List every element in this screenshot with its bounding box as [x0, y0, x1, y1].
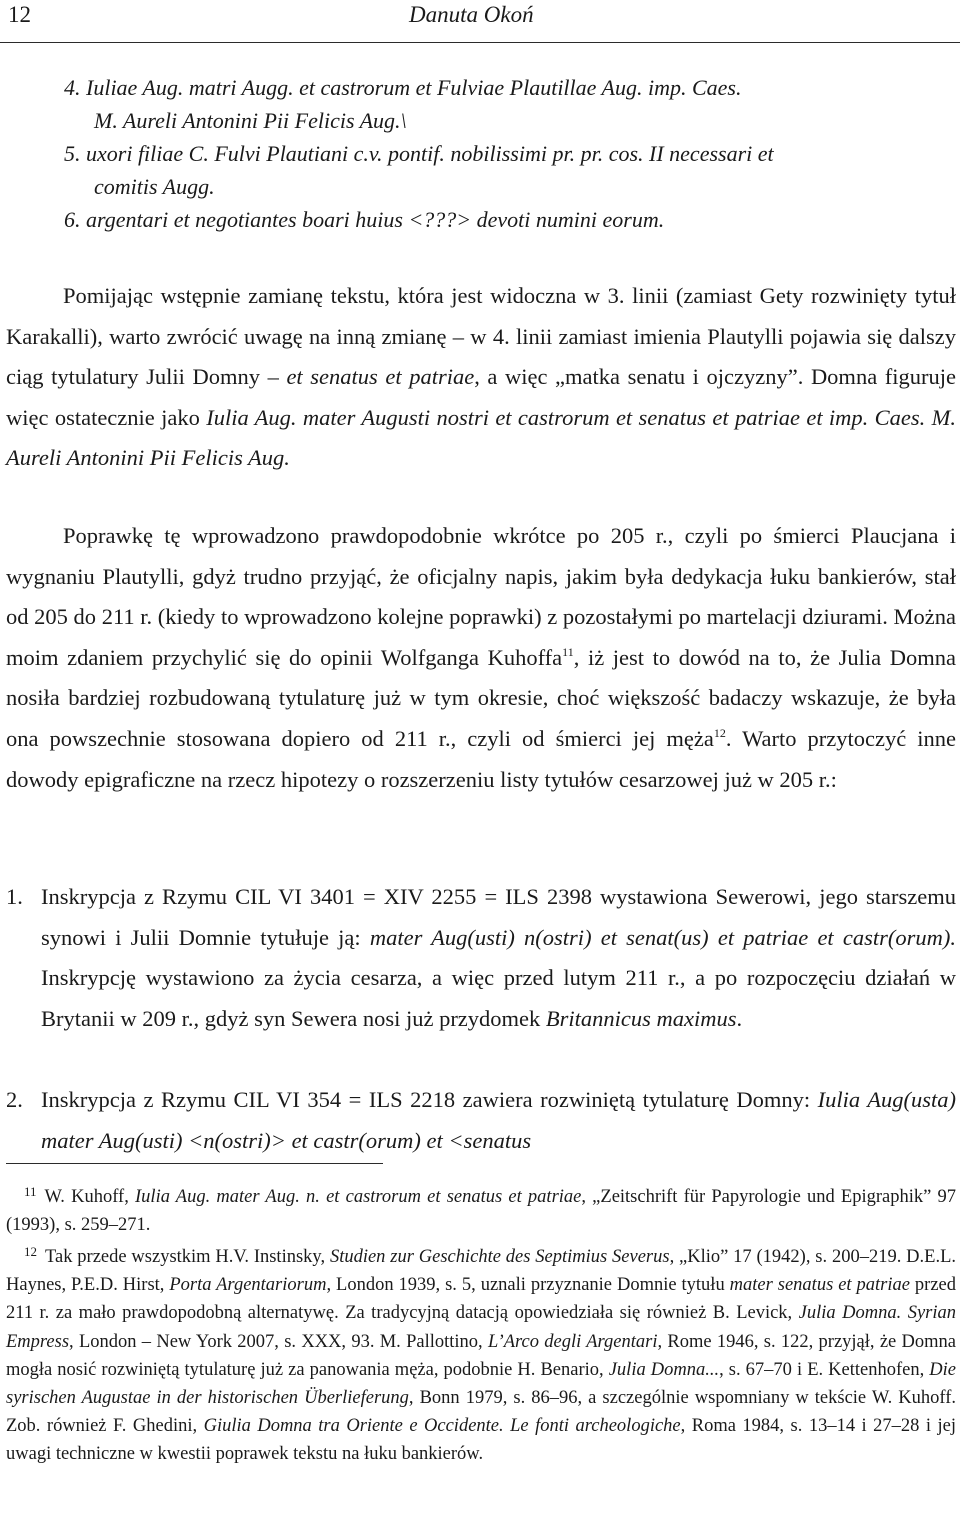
italic-text: Iulia Aug(usta) mater Aug(usti) <n(ostri)> et castr(orum) et <senatus	[41, 1087, 956, 1153]
italic-text: et senatus et patriae	[286, 364, 475, 390]
page-number: 12	[8, 2, 31, 27]
italic-text: Die syrischen Augustae in der historischen Überlieferung	[6, 1359, 957, 1409]
list-number: 1.	[6, 884, 23, 909]
footnote	[6, 1183, 956, 1239]
text: . Warto przytoczyć inne dowody epigraficzne na rzecz hipotezy o rozszerzeniu listy tytułów cesarzowej już w 205 r.:	[6, 725, 957, 792]
footnote-number: 12	[24, 1244, 37, 1259]
list-item	[6, 877, 956, 1039]
inscription-line: 4. Iuliae Aug. matri Augg. et castrorum et Fulviae Plautillae Aug. imp. Caes.	[64, 75, 742, 100]
inscription-line: M. Aureli Antonini Pii Felicis Aug.\	[94, 108, 407, 133]
text: Poprawkę tę wprowadzono prawdopodobnie wkrótce po 205 r., czyli po śmierci Plaucjana i wygnaniu Plautylli, gdyż trudno przyjąć, że oficjalny napis, jakim była dedykacja łuku bankierów, stał od 205 do 211 r. (kiedy to wprowadzono kolejne poprawki) z pozostałymi po martelacji dziurami. Można moim zdaniem przychylić się do opinii Wolfganga Kuhoffa	[6, 523, 956, 670]
inscription-line: 5. uxori filiae C. Fulvi Plautiani c.v. pontif. nobilissimi pr. pr. cos. II necessari et	[64, 141, 774, 166]
footnote-ref: 11	[562, 644, 574, 659]
text: , a więc „matka senatu i ojczyzny”. Domna figuruje więc ostatecznie jako	[6, 364, 956, 430]
text: .	[736, 1005, 743, 1031]
text: W. Kuhoff,	[44, 1187, 136, 1207]
italic-text: Britannicus maximus	[545, 1005, 737, 1031]
footnote-ref: 12	[713, 725, 726, 740]
text: , „Klio” 17 (1942), s. 200–219. D.E.L. Haynes, P.E.D. Hirst,	[6, 1247, 957, 1296]
list-text	[41, 877, 956, 1039]
text: , London – New York 2007, s. XXX, 93. M. Pallottino,	[69, 1331, 488, 1352]
footnote-number: 11	[24, 1184, 37, 1199]
footnote	[6, 1243, 956, 1469]
text: Tak przede wszystkim H.V. Instinsky,	[45, 1247, 330, 1267]
text: , Roma 1984, s. 13–14 i 27–28 i jej uwagi techniczne w kwestii poprawek tekstu na łuku bankierów.	[6, 1416, 956, 1465]
italic-text: Iulia Aug. mater Augusti nostri et castrorum et senatus et patriae et imp. Caes. M. Aureli Antonini Pii Felicis Aug.	[6, 404, 957, 471]
text: , Bonn 1979, s. 86–96, a szczególnie wspomniany w tekście W. Kuhoff. Zob. również F. Ghedini,	[6, 1388, 956, 1437]
list-text	[41, 1080, 956, 1161]
page-header	[0, 0, 960, 44]
text: Pomijając wstępnie zamianę tekstu, która jest widoczna w 3. linii (zamiast Gety rozwinięty tytuł Karakalli), warto zwrócić uwagę na inną zmianę – w 4. linii zamiast imienia Plautylli pojawia się dalszy ciąg tytulatury Julii Domny –	[6, 283, 956, 390]
header-rule	[0, 42, 960, 43]
italic-text: L’Arco degli Argentari	[487, 1331, 658, 1352]
text: , iż jest to dowód na to, że Julia Domna nosiła bardziej rozbudowaną tytulaturę już w tym okresie, choć większość badaczy wskazuje, że była ona powszechnie stosowana dopiero od 211 r., czyli od śmierci jej męża	[6, 644, 956, 751]
italic-text: Julia Domna...	[608, 1359, 720, 1380]
italic-text: mater Aug(usti) n(ostri) et senat(us) et patriae et castr(orum).	[369, 924, 956, 950]
text: Inskrypcję wystawiono za życia cesarza, a więc przed lutym 211 r., a po rozpoczęciu działań w Brytanii w 209 r., gdyż syn Sewera nosi już przydomek	[41, 965, 956, 1031]
italic-text: mater senatus et patriae	[729, 1275, 910, 1296]
text: , London 1939, s. 5, uznali przyznanie Domnie tytułu	[326, 1275, 730, 1296]
italic-text: Iulia Aug. mater Aug. n. et castrorum et senatus et patriae	[135, 1187, 582, 1207]
italic-text: Porta Argentariorum	[169, 1275, 327, 1296]
running-head: Danuta Okoń	[409, 2, 534, 27]
italic-text: Julia Domna. Syrian Empress	[6, 1303, 957, 1352]
text: , Rome 1946, s. 122, przyjął, że Domna mogła nosić rozwiniętą tytulaturę już za panowania męża, podobnie H. Benario,	[6, 1331, 956, 1380]
footnote-rule	[6, 1163, 383, 1164]
list-number: 2.	[6, 1087, 23, 1112]
italic-text: Giulia Domna tra Oriente e Occidente. Le fonti archeologiche	[203, 1416, 681, 1437]
body-paragraph	[6, 276, 956, 479]
text: Inskrypcja z Rzymu CIL VI 354 = ILS 2218 zawiera rozwiniętą tytulaturę Domny:	[41, 1087, 818, 1112]
text: , „Zeitschrift für Papyrologie und Epigraphik” 97 (1993), s. 259–271.	[6, 1187, 956, 1236]
text: przed 211 r. za mało prawdopodobną alternatywę. Za tradycyjną datacją opowiedziała się również B. Levick,	[6, 1275, 957, 1324]
inscription-line: comitis Augg.	[94, 174, 215, 199]
inscription-line: 6. argentari et negotiantes boari huius <???> devoti numini eorum.	[64, 207, 665, 232]
text: , s. 67–70 i E. Kettenhofen,	[719, 1359, 930, 1380]
list-item	[6, 1080, 956, 1161]
text: Inskrypcja z Rzymu CIL VI 3401 = XIV 2255 = ILS 2398 wystawiona Sewerowi, jego starszemu synowi i Julii Domnie tytułuje ją:	[41, 884, 956, 950]
body-paragraph	[6, 516, 956, 800]
italic-text: Studien zur Geschichte des Septimius Severus	[329, 1247, 670, 1267]
